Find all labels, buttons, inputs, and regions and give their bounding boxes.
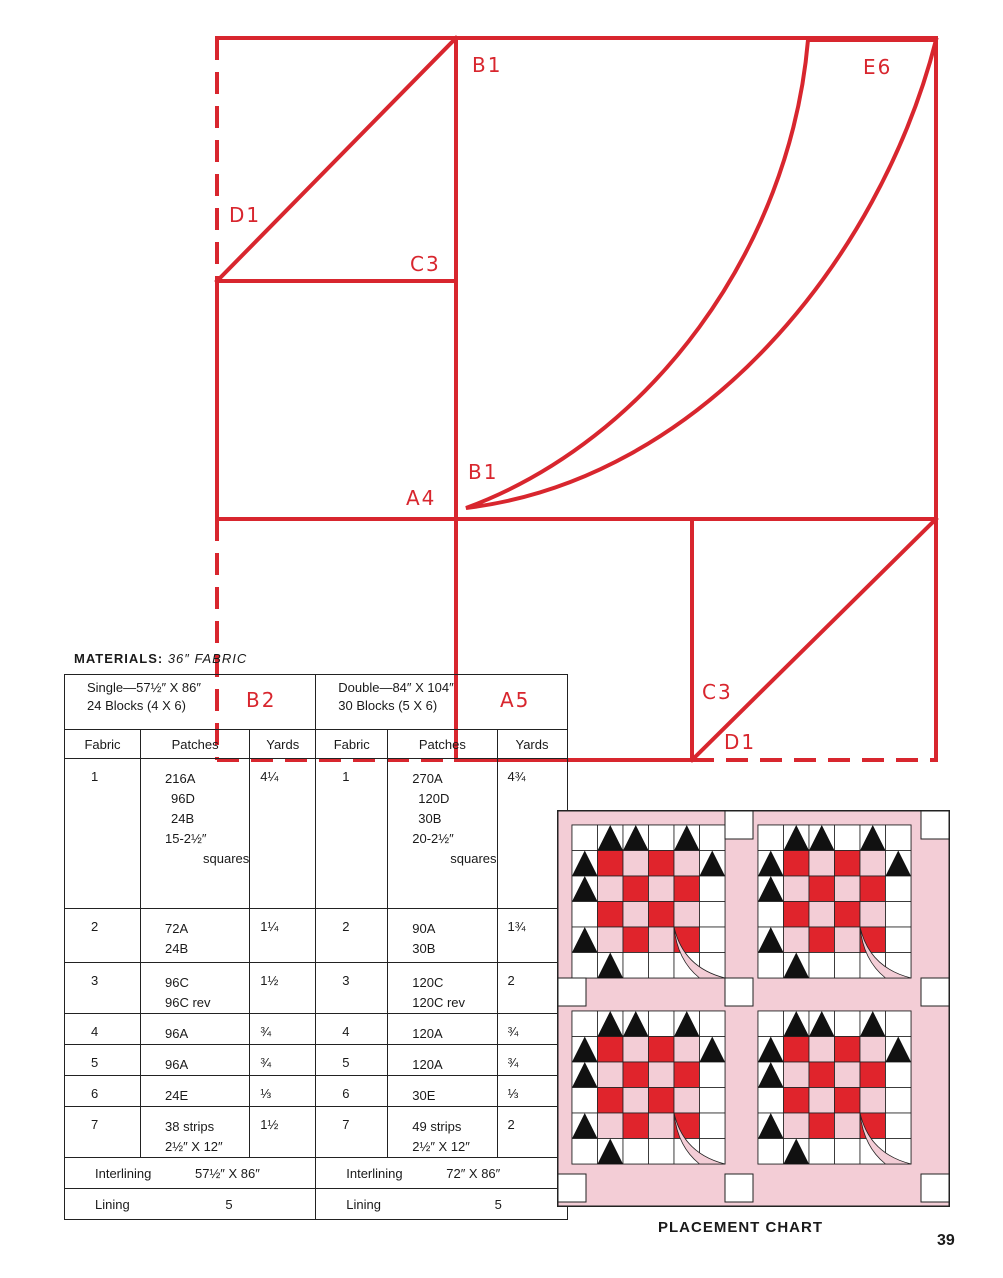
patch-line: 30E: [412, 1088, 436, 1103]
patch-line: squares: [203, 851, 250, 866]
fabric-number: 4: [65, 1014, 141, 1045]
fabric-number: 5: [316, 1045, 388, 1076]
quilt-square: [649, 902, 675, 928]
quilt-square: [886, 1088, 912, 1114]
table-row: [65, 759, 568, 909]
single-blocks: 24 Blocks (4 X 6): [87, 698, 186, 713]
quilt-square: [835, 1062, 861, 1088]
quilt-square: [623, 1037, 649, 1063]
quilt-square: [860, 876, 886, 902]
lining-row: [65, 1189, 568, 1220]
patch-line: 24E: [165, 1088, 189, 1103]
lining-double-value: 5: [494, 1197, 502, 1212]
quilt-square: [598, 1037, 624, 1063]
patch-line: 96C rev: [165, 995, 211, 1010]
double-yards: 4¾: [497, 759, 567, 909]
quilt-square: [809, 851, 835, 877]
single-patches: [141, 759, 250, 909]
quilt-square: [700, 1011, 726, 1037]
size-header-row: [65, 675, 568, 730]
quilt-square: [674, 1088, 700, 1114]
quilt-square: [623, 953, 649, 979]
sashing-square: [725, 1174, 753, 1202]
fabric-number: 6: [65, 1076, 141, 1107]
interlining-label: Interlining: [95, 1166, 152, 1181]
table-row: [65, 1045, 568, 1076]
sashing-square: [921, 978, 949, 1006]
placement-chart: [557, 810, 950, 1207]
quilt-square: [598, 1113, 624, 1139]
patch-line: 30B: [412, 941, 436, 956]
quilt-square: [598, 851, 624, 877]
fabric-number: 2: [65, 909, 141, 963]
col-header: Patches: [141, 730, 250, 759]
single-patches: [141, 1014, 250, 1045]
patch-line: 2½″ X 12″: [165, 1139, 223, 1154]
double-patches: [388, 1014, 497, 1045]
quilt-square: [784, 927, 810, 953]
fabric-number: 3: [316, 963, 388, 1014]
pattern-d1-diagonal-top: [217, 38, 456, 281]
fabric-width: 36″ FABRIC: [167, 651, 248, 666]
sashing-square: [558, 1174, 586, 1202]
label-c3-top: C3: [410, 252, 441, 276]
sashing-square: [558, 978, 586, 1006]
patch-line: 96A: [165, 1026, 189, 1041]
sashing-square: [921, 811, 949, 839]
quilt-square: [649, 825, 675, 851]
quilt-square: [784, 902, 810, 928]
pattern-d1-diagonal-bottom: [692, 519, 936, 760]
single-yards: ⅓: [250, 1076, 316, 1107]
single-patches: [141, 963, 250, 1014]
quilt-square: [758, 902, 784, 928]
patch-line: 120A: [412, 1057, 443, 1072]
patch-line: squares: [450, 851, 497, 866]
quilt-square: [784, 1062, 810, 1088]
col-header: Patches: [388, 730, 497, 759]
quilt-square: [860, 1088, 886, 1114]
quilt-square: [598, 902, 624, 928]
double-patches: [388, 1076, 497, 1107]
patch-line: 96C: [165, 975, 189, 990]
quilt-square: [700, 902, 726, 928]
quilt-square: [835, 1113, 861, 1139]
patch-line: 96D: [171, 791, 195, 806]
single-yards: ¾: [250, 1014, 316, 1045]
quilt-square: [784, 876, 810, 902]
quilt-square: [598, 876, 624, 902]
fabric-number: 2: [316, 909, 388, 963]
quilt-square: [835, 1088, 861, 1114]
patch-line: 72A: [165, 921, 189, 936]
lining-single-value: 5: [225, 1197, 233, 1212]
patch-line: 49 strips: [412, 1119, 462, 1134]
quilt-square: [809, 1088, 835, 1114]
double-patches: [388, 1045, 497, 1076]
quilt-square: [674, 876, 700, 902]
label-b1-mid: B1: [468, 460, 499, 484]
fabric-number: 1: [316, 759, 388, 909]
fabric-number: 6: [316, 1076, 388, 1107]
quilt-square: [809, 1062, 835, 1088]
double-size: Double—84″ X 104″: [338, 680, 454, 695]
lining-double: [316, 1189, 567, 1220]
fabric-number: 4: [316, 1014, 388, 1045]
double-yards: ¾: [497, 1045, 567, 1076]
quilt-square: [809, 876, 835, 902]
quilt-square: [835, 953, 861, 979]
double-yards: 2: [497, 1107, 567, 1158]
quilt-square: [886, 927, 912, 953]
patch-line: 216A: [165, 771, 196, 786]
quilt-square: [649, 1113, 675, 1139]
single-patches: [141, 1107, 250, 1158]
label-d1-top: D1: [229, 203, 262, 227]
patch-line: 120C rev: [412, 995, 465, 1010]
table-row: [65, 1076, 568, 1107]
quilt-square: [700, 876, 726, 902]
lining-single: [65, 1189, 316, 1220]
lining-label: Lining: [95, 1197, 130, 1212]
label-c3-bottom: C3: [702, 680, 733, 704]
materials-heading: [74, 651, 247, 666]
quilt-square: [886, 1113, 912, 1139]
quilt-square: [758, 1011, 784, 1037]
label-b2: B2: [246, 688, 277, 712]
quilt-square: [674, 1037, 700, 1063]
quilt-square: [572, 825, 598, 851]
double-size-header: [316, 675, 567, 730]
quilt-square: [809, 1037, 835, 1063]
patch-line: 24B: [171, 811, 195, 826]
double-patches: [388, 1107, 497, 1158]
quilt-square: [860, 1037, 886, 1063]
fabric-number: 5: [65, 1045, 141, 1076]
single-size: Single—57½″ X 86″: [87, 680, 201, 695]
col-header: Fabric: [316, 730, 388, 759]
quilt-square: [784, 1037, 810, 1063]
lining-label: Lining: [346, 1197, 381, 1212]
quilt-square: [674, 902, 700, 928]
quilt-square: [835, 1037, 861, 1063]
quilt-square: [886, 1011, 912, 1037]
double-yards: 2: [497, 963, 567, 1014]
double-yards: 1¾: [497, 909, 567, 963]
label-a4: A4: [406, 486, 437, 510]
quilt-square: [649, 927, 675, 953]
page-number: 39: [937, 1232, 955, 1249]
single-yards: 1¼: [250, 909, 316, 963]
quilt-square: [784, 1113, 810, 1139]
quilt-square: [700, 1113, 726, 1139]
quilt-square: [674, 1062, 700, 1088]
quilt-square: [598, 1062, 624, 1088]
double-yards: ⅓: [497, 1076, 567, 1107]
quilt-square: [572, 902, 598, 928]
col-header: Fabric: [65, 730, 141, 759]
double-yards: ¾: [497, 1014, 567, 1045]
quilt-square: [758, 825, 784, 851]
patch-line: 120A: [412, 1026, 443, 1041]
col-header: Yards: [250, 730, 316, 759]
interlining-single: [65, 1158, 316, 1189]
table-row: [65, 963, 568, 1014]
quilt-square: [835, 825, 861, 851]
quilt-square: [649, 1011, 675, 1037]
quilt-square: [623, 902, 649, 928]
quilt-square: [700, 1088, 726, 1114]
patch-line: 15-2½″: [165, 831, 207, 846]
quilt-square: [860, 851, 886, 877]
quilt-square: [809, 927, 835, 953]
quilt-square: [758, 1139, 784, 1165]
quilt-square: [886, 876, 912, 902]
quilt-square: [623, 1088, 649, 1114]
label-e6: E6: [863, 55, 893, 79]
fabric-number: 7: [65, 1107, 141, 1158]
sashing-square: [725, 978, 753, 1006]
quilt-square: [649, 953, 675, 979]
patch-line: 20-2½″: [412, 831, 454, 846]
double-blocks: 30 Blocks (5 X 6): [338, 698, 438, 713]
fabric-number: 1: [65, 759, 141, 909]
quilt-square: [598, 1088, 624, 1114]
quilt-square: [623, 851, 649, 877]
quilt-square: [835, 1011, 861, 1037]
interlining-single-value: 57½″ X 86″: [195, 1166, 260, 1181]
quilt-square: [649, 1037, 675, 1063]
quilt-square: [649, 876, 675, 902]
double-patches: [388, 963, 497, 1014]
table-row: [65, 1014, 568, 1045]
quilt-square: [598, 927, 624, 953]
quilt-square: [700, 927, 726, 953]
quilt-square: [572, 1088, 598, 1114]
single-yards: 1½: [250, 963, 316, 1014]
quilt-square: [784, 1088, 810, 1114]
double-patches: [388, 759, 497, 909]
patch-line: 120C: [412, 975, 444, 990]
quilt-square: [784, 851, 810, 877]
single-patches: [141, 1045, 250, 1076]
materials-table: [64, 674, 568, 1220]
table-row: [65, 1107, 568, 1158]
patch-line: 2½″ X 12″: [412, 1139, 470, 1154]
quilt-square: [623, 1113, 649, 1139]
quilt-square: [649, 1062, 675, 1088]
single-patches: [141, 909, 250, 963]
quilt-square: [835, 876, 861, 902]
quilt-square: [623, 1062, 649, 1088]
patch-line: 38 strips: [165, 1119, 215, 1134]
quilt-square: [809, 1139, 835, 1165]
quilt-square: [572, 953, 598, 979]
quilt-square: [860, 1062, 886, 1088]
quilt-square: [572, 1139, 598, 1165]
col-header: Yards: [497, 730, 567, 759]
quilt-square: [758, 953, 784, 979]
single-yards: 1½: [250, 1107, 316, 1158]
patch-line: 120D: [418, 791, 450, 806]
patch-line: 30B: [418, 811, 442, 826]
interlining-label: Interlining: [346, 1166, 403, 1181]
quilt-square: [623, 876, 649, 902]
quilt-square: [886, 902, 912, 928]
label-d1-bottom: D1: [724, 730, 757, 754]
quilt-square: [809, 953, 835, 979]
quilt-square: [886, 1062, 912, 1088]
quilt-square: [835, 851, 861, 877]
quilt-square: [623, 927, 649, 953]
quilt-square: [649, 851, 675, 877]
double-patches: [388, 909, 497, 963]
single-yards: 4¼: [250, 759, 316, 909]
single-patches: [141, 1076, 250, 1107]
quilt-square: [809, 1113, 835, 1139]
quilt-square: [700, 1062, 726, 1088]
quilt-square: [649, 1139, 675, 1165]
quilt-square: [572, 1011, 598, 1037]
quilt-square: [809, 902, 835, 928]
quilt-square: [700, 825, 726, 851]
interlining-double-value: 72″ X 86″: [446, 1166, 501, 1181]
quilt-square: [835, 902, 861, 928]
quilt-square: [674, 851, 700, 877]
quilt-square: [758, 1088, 784, 1114]
interlining-double: [316, 1158, 567, 1189]
placement-chart-title: PLACEMENT CHART: [658, 1219, 823, 1236]
quilt-square: [860, 902, 886, 928]
patch-line: 270A: [412, 771, 443, 786]
quilt-square: [649, 1088, 675, 1114]
patch-line: 96A: [165, 1057, 189, 1072]
patch-line: 90A: [412, 921, 436, 936]
quilt-layout: [558, 811, 949, 1206]
sashing-square: [921, 1174, 949, 1202]
quilt-frame: [557, 810, 950, 1207]
single-size-header: [65, 675, 316, 730]
pattern-stem-curve: [466, 40, 936, 508]
single-yards: ¾: [250, 1045, 316, 1076]
label-a5: A5: [500, 688, 531, 712]
table-row: [65, 909, 568, 963]
materials-label: MATERIALS:: [74, 651, 164, 666]
quilt-square: [886, 825, 912, 851]
patch-line: 24B: [165, 941, 189, 956]
quilt-square: [623, 1139, 649, 1165]
fabric-number: 3: [65, 963, 141, 1014]
interlining-row: [65, 1158, 568, 1189]
quilt-square: [835, 1139, 861, 1165]
quilt-square: [835, 927, 861, 953]
materials-rows: [65, 759, 568, 1158]
label-b1-top: B1: [472, 53, 503, 77]
fabric-number: 7: [316, 1107, 388, 1158]
column-header-row: [65, 730, 568, 759]
sashing-square: [725, 811, 753, 839]
